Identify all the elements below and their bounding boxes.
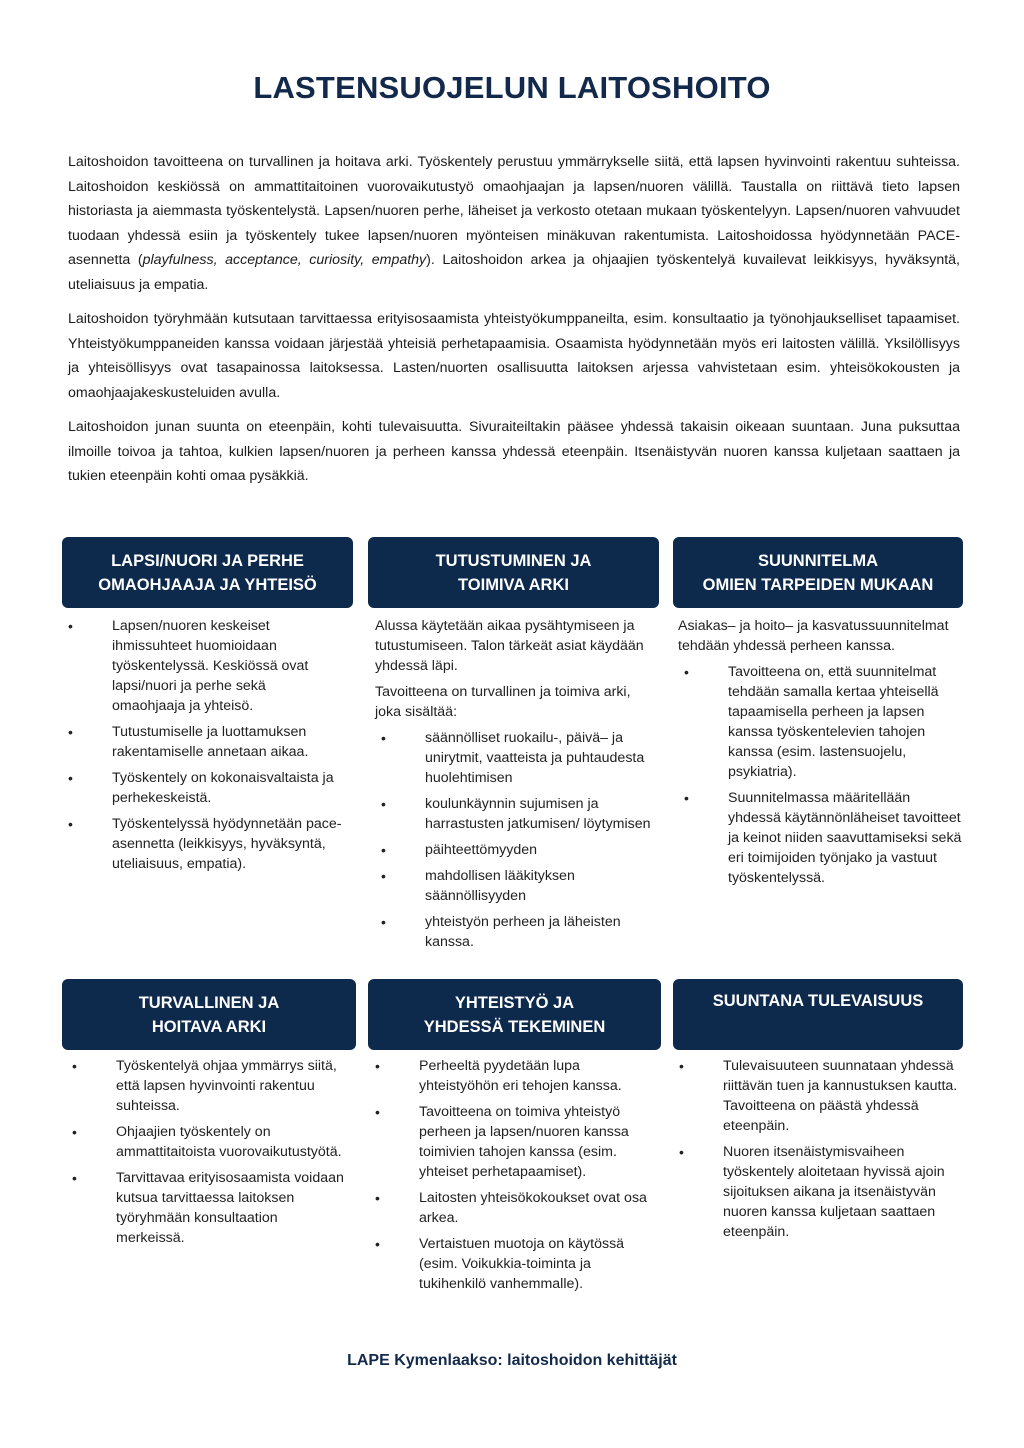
- card-title-line-2: OMIEN TARPEIDEN MUKAAN: [702, 575, 934, 594]
- list-item: • päihteettömyyden: [381, 842, 537, 858]
- card-header-lapsi-nuori: [62, 537, 353, 608]
- list-item: • Perheeltä pyydetään lupa yhteistyöhön eri tehojen kanssa.: [375, 1058, 622, 1094]
- card-body-yhteistyo: [369, 1056, 655, 1300]
- list-item: • Lapsen/nuoren keskeiset ihmissuhteet huomioidaan työskentelyssä. Keskiössä ovat lapsi/nuori ja perhe sekä omaohjaaja ja yhteisö.: [68, 618, 309, 714]
- card-title-line-2: OMAOHJAAJA JA YHTEISÖ: [98, 575, 317, 594]
- list-item: • Tulevaisuuteen suunnataan yhdessä riittävän tuen ja kannustuksen kautta. Tavoitteena on päästä yhdessä eteenpäin.: [679, 1058, 958, 1134]
- card-title-line-2: TOIMIVA ARKI: [458, 575, 569, 594]
- list-item: • Ohjaajien työskentely on ammattitaitoista vuorovaikutustyötä.: [72, 1124, 342, 1160]
- pace-terms: playfulness, acceptance, curiosity, empathy: [142, 252, 427, 268]
- card-paragraph: Alussa käytetään aikaa pysähtymiseen ja tutustumiseen. Talon tärkeät asiat käydään yhdessä läpi.: [375, 618, 644, 674]
- card-header-tutustuminen: [368, 537, 659, 608]
- list-item: • Vertaistuen muotoja on käytössä (esim. Voikukkia-toiminta ja tukihenkilö vanhemmalle).: [375, 1236, 625, 1292]
- card-title-line-1: YHTEISTYÖ JA: [454, 993, 575, 1012]
- list-item: • mahdollisen lääkityksen säännöllisyyden: [381, 868, 575, 904]
- list-item: • Tarvittavaa erityisosaamista voidaan kutsua tarvittaessa laitoksen työryhmään konsultaation merkeissä.: [72, 1170, 344, 1246]
- card-title-line-2: HOITAVA ARKI: [151, 1017, 267, 1036]
- card-body-suuntana: [673, 1056, 963, 1248]
- card-title-line-2: YHDESSÄ TEKEMINEN: [423, 1017, 606, 1036]
- card-paragraph: Tavoitteena on turvallinen ja toimiva arki, joka sisältää:: [375, 684, 631, 720]
- card-header-suuntana: [673, 979, 963, 1050]
- page-title: LASTENSUOJELUN LAITOSHOITO: [253, 70, 771, 105]
- card-body-tutustuminen: [375, 616, 655, 958]
- list-item: • koulunkäynnin sujumisen ja harrastusten jatkumisen/ löytymisen: [381, 796, 651, 832]
- list-item: • säännölliset ruokailu-, päivä– ja unirytmit, vaatteista ja puhtaudesta huolehtimisen: [381, 730, 645, 786]
- list-item: • Tavoitteena on toimiva yhteistyö perheen ja lapsen/nuoren kanssa toimivien tahojen kanssa (esim. yhteiset perhetapaamiset).: [375, 1104, 629, 1180]
- card-title-line-1: SUUNNITELMA: [757, 551, 879, 570]
- footer-credit: LAPE Kymenlaakso: laitoshoidon kehittäjät: [347, 1352, 677, 1369]
- intro-section: [68, 150, 960, 499]
- list-item: • Työskentely on kokonaisvaltaista ja perhekeskeistä.: [68, 770, 334, 806]
- card-body-turvallinen: [66, 1056, 350, 1254]
- list-item: • yhteistyön perheen ja läheisten kanssa.: [381, 914, 621, 950]
- card-title-line-1: TURVALLINEN JA: [138, 993, 280, 1012]
- card-title-line-1: TUTUSTUMINEN JA: [435, 551, 592, 570]
- card-paragraph: Asiakas– ja hoito– ja kasvatussuunnitelmat tehdään yhdessä perheen kanssa.: [678, 618, 949, 654]
- card-header-yhteistyo: [368, 979, 661, 1050]
- list-item: • Nuoren itsenäistymisvaiheen työskentely aloitetaan hyvissä ajoin sijoituksen aikana ja itsenäistyvän nuoren kanssa kuljetaan saattaen eteenpäin.: [679, 1144, 945, 1240]
- list-item: • Suunnitelmassa määritellään yhdessä käytännönläheiset tavoitteet ja keinot niiden saavuttamiseksi sekä eri toimijoiden työnjako ja vastuut työskentelyssä.: [684, 790, 962, 886]
- intro-paragraph-1: Laitoshoidon tavoitteena on turvallinen ja hoitava arki. Työskentely perustuu ymmärrykselle siitä, että lapsen hyvinvointi rakentuu suhteissa. Laitoshoidon keskiössä on ammattitaitoinen vuorovaikutustyö omaohjaajan ja lapsen/nuoren välillä. Taustalla on riittävä tieto lapsen historiasta ja aiemmasta työskentelystä. Lapsen/nuoren perhe, läheiset ja verkosto otetaan mukaan työskentelyyn. Lapsen/nuoren vahvuudet tuodaan yhdessä esiin ja työskentely tukee lapsen/nuoren myönteisen minäkuvan rakentumista. Laitoshoidossa hyödynnetään PACE-asennetta (playfulness, acceptance, curiosity, empathy). Laitoshoidon arkea ja ohjaajien työskentelyä kuvailevat leikkisyys, hyväksyntä, uteliaisuus ja empatia.: [68, 154, 960, 293]
- card-body-suunnitelma: [678, 616, 963, 894]
- card-title-line-1: SUUNTANA TULEVAISUUS: [712, 992, 924, 1010]
- intro-paragraph-3: Laitoshoidon junan suunta on eteenpäin, kohti tulevaisuutta. Sivuraiteiltakin pääsee yhdessä takaisin oikeaan suuntaan. Juna puksuttaa ilmoille toivoa ja tahtoa, kulkien lapsen/nuoren ja perheen kanssa yhdessä eteenpäin. Itsenäistyvän nuoren kanssa kuljetaan saattaen ja tukien eteenpäin kohti omaa pysäkkiä.: [68, 419, 960, 484]
- intro-paragraph-2: Laitoshoidon työryhmään kutsutaan tarvittaessa erityisosaamista yhteistyökumppaneilta, esim. konsultaatio ja työnohjaukselliset tapaamiset. Yhteistyökumppaneiden kanssa voidaan järjestää yhteisiä perhetapaamisia. Osaamista hyödynnetään myös eri laitosten välillä. Yksilöllisyys ja yhteisöllisyys ovat tasapainossa laitoksessa. Lasten/nuorten osallisuutta laitoksen arjessa vahvistetaan esim. yhteisökokousten ja omaohjaajakeskusteluiden avulla.: [68, 311, 960, 401]
- list-item: • Laitosten yhteisökokoukset ovat osa arkea.: [375, 1190, 647, 1226]
- list-item: • Työskentelyssä hyödynnetään pace-asennetta (leikkisyys, hyväksyntä, uteliaisuus, empatia).: [68, 816, 342, 872]
- card-header-suunnitelma: [673, 537, 963, 608]
- list-item: • Tavoitteena on, että suunnitelmat tehdään samalla kertaa yhteisellä tapaamisella perheen ja lapsen kanssa työskentelevien tahojen kanssa (esim. lastensuojelu, psykiatria).: [684, 664, 939, 780]
- card-header-turvallinen: [62, 979, 356, 1050]
- card-body-lapsi-nuori: [62, 616, 342, 880]
- card-title-line-1: LAPSI/NUORI JA PERHE: [111, 551, 304, 570]
- list-item: • Työskentelyä ohjaa ymmärrys siitä, että lapsen hyvinvointi rakentuu suhteissa.: [72, 1058, 337, 1114]
- list-item: • Tutustumiselle ja luottamuksen rakentamiselle annetaan aikaa.: [68, 724, 309, 760]
